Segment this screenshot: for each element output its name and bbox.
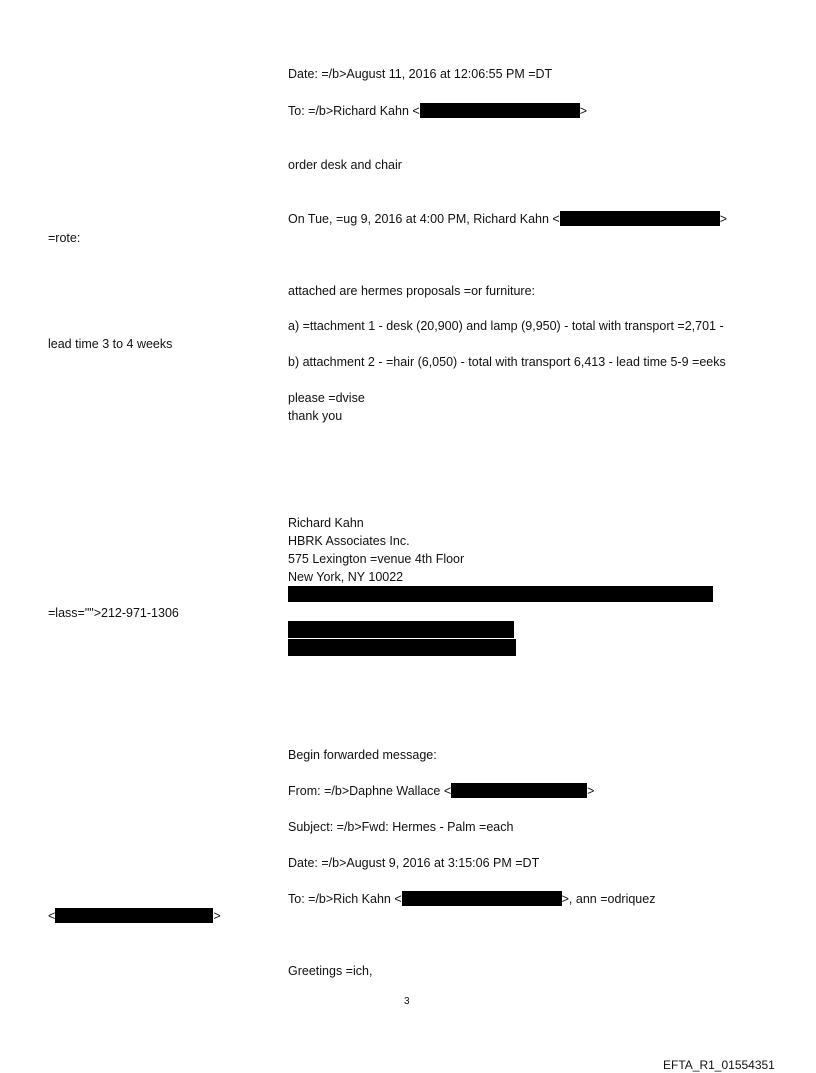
wrote-line: =rote: bbox=[48, 231, 81, 245]
forward-greeting: Greetings =ich, bbox=[288, 964, 373, 978]
advise-line: please =dvise bbox=[288, 391, 365, 405]
quote-intro-prefix: On Tue, =ug 9, 2016 at 4:00 PM, Richard Kahn < bbox=[288, 212, 560, 226]
redaction-bar bbox=[288, 621, 514, 638]
forward-to-cont-prefix: < bbox=[48, 909, 56, 923]
quote-intro bbox=[288, 211, 727, 227]
redaction-bar bbox=[420, 103, 580, 118]
redaction-bar bbox=[288, 639, 516, 656]
forward-from bbox=[288, 783, 594, 799]
forward-from-suffix: > bbox=[587, 784, 595, 798]
forward-date: Date: =/b>August 9, 2016 at 3:15:06 PM =DT bbox=[288, 856, 540, 870]
forward-to-cont-suffix: > bbox=[213, 909, 221, 923]
to-suffix: > bbox=[579, 104, 587, 118]
item-a: a) =ttachment 1 - desk (20,900) and lamp (9,950) - total with transport =2,701 - bbox=[288, 319, 724, 333]
redaction-bar bbox=[288, 586, 713, 602]
forward-to-suffix: >, ann =odriquez bbox=[561, 892, 656, 906]
forward-to-cont bbox=[48, 908, 221, 924]
forward-header: Begin forwarded message: bbox=[288, 748, 437, 762]
redaction-bar bbox=[560, 211, 720, 226]
quote-intro-suffix: > bbox=[719, 212, 728, 226]
item-b: b) attachment 2 - =hair (6,050) - total with transport 6,413 - lead time 5-9 =eeks bbox=[288, 355, 726, 369]
forward-subject: Subject: =/b>Fwd: Hermes - Palm =each bbox=[288, 820, 514, 834]
redaction-bar bbox=[55, 908, 213, 923]
bates-number: EFTA_R1_01554351 bbox=[663, 1058, 775, 1072]
signature-address: 575 Lexington =venue 4th Floor bbox=[288, 552, 465, 566]
signature-name: Richard Kahn bbox=[288, 516, 364, 530]
page-number: 3 bbox=[404, 996, 410, 1007]
signature-company: HBRK Associates Inc. bbox=[288, 534, 410, 548]
signature-phone: =lass="">212-971-1306 bbox=[48, 606, 179, 620]
signature-city: New York, NY 10022 bbox=[288, 570, 404, 584]
attached-line: attached are hermes proposals =or furniture: bbox=[288, 284, 536, 298]
forward-to bbox=[288, 891, 655, 907]
to-line bbox=[288, 103, 587, 119]
redaction-bar bbox=[451, 783, 587, 798]
thanks-line: thank you bbox=[288, 409, 343, 423]
forward-to-prefix: To: =/b>Rich Kahn < bbox=[288, 892, 402, 906]
item-a-cont: lead time 3 to 4 weeks bbox=[48, 337, 173, 351]
to-prefix: To: =/b>Richard Kahn < bbox=[288, 104, 420, 118]
body-line: order desk and chair bbox=[288, 158, 402, 172]
redaction-bar bbox=[402, 891, 562, 906]
date-line: Date: =/b>August 11, 2016 at 12:06:55 PM =DT bbox=[288, 67, 553, 81]
forward-from-prefix: From: =/b>Daphne Wallace < bbox=[288, 784, 452, 798]
